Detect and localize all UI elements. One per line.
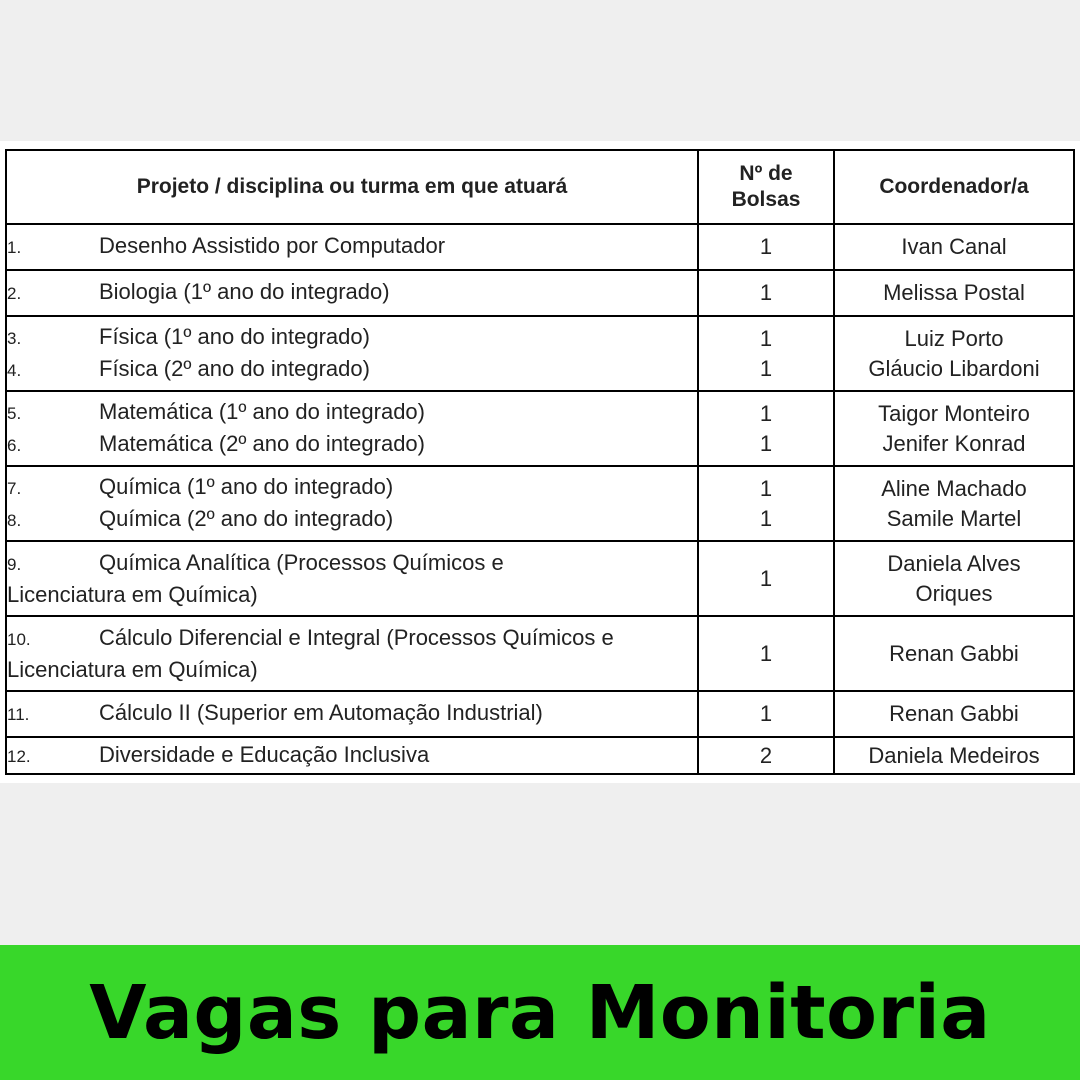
project-name: Física (1º ano do integrado): [99, 323, 370, 349]
item-number: 11.: [7, 705, 30, 724]
bolsas-cell: 1: [698, 541, 834, 616]
coordinator-cell: Daniela Medeiros: [834, 737, 1074, 774]
vacancies-table: [5, 149, 1075, 775]
project-cell: [6, 691, 698, 737]
coordinator-name: Luiz Porto: [904, 325, 1004, 351]
table-row: [6, 466, 1074, 541]
item-number: 3.: [7, 328, 22, 348]
project-name-line1: Química Analítica (Processos Químicos e: [99, 549, 504, 575]
project-name-line2: Licenciatura em Química): [7, 656, 258, 682]
bolsas-value: 1: [759, 325, 773, 351]
table-row: [6, 691, 1074, 737]
coordinator-name: Taigor Monteiro: [878, 400, 1030, 426]
project-name: Cálculo II (Superior em Automação Industrial): [99, 700, 543, 725]
project-name: Matemática (1º ano do integrado): [99, 398, 425, 424]
bolsas-value: 1: [759, 400, 773, 426]
coordinator-cell: Melissa Postal: [834, 270, 1074, 316]
project-cell: [6, 466, 698, 541]
table-row: [6, 224, 1074, 270]
project-cell: [6, 391, 698, 466]
item-number: 5.: [7, 403, 22, 423]
table-row: [6, 541, 1074, 616]
bolsas-cell: [698, 391, 834, 466]
project-name-line2: Licenciatura em Química): [7, 581, 258, 607]
coordinator-name: Aline Machado: [881, 475, 1027, 501]
title-banner: [0, 945, 1080, 1080]
item-number: 1.: [7, 238, 22, 257]
item-number: 7.: [7, 478, 22, 498]
table-header-row: [6, 150, 1074, 224]
bolsas-cell: 2: [698, 737, 834, 774]
coordinator-cell: Ivan Canal: [834, 224, 1074, 270]
item-number: 4.: [7, 360, 22, 380]
item-number: 9.: [7, 554, 22, 574]
project-cell: [6, 224, 698, 270]
item-number: 8.: [7, 510, 22, 530]
header-bolsas: [698, 150, 834, 224]
table-row: [6, 616, 1074, 691]
coordinator-name-line1: Daniela Alves: [887, 550, 1021, 576]
bolsas-cell: 1: [698, 616, 834, 691]
coordinator-name-line2: Oriques: [915, 580, 993, 606]
project-name: Química (2º ano do integrado): [99, 505, 394, 531]
header-coordinator: Coordenador/a: [834, 150, 1074, 224]
header-bolsas-line2: Bolsas: [731, 188, 801, 211]
bolsas-cell: [698, 316, 834, 391]
project-cell: [6, 616, 698, 691]
table-row: [6, 391, 1074, 466]
project-cell: [6, 541, 698, 616]
table-row: [6, 270, 1074, 316]
project-name: Física (2º ano do integrado): [99, 355, 370, 381]
item-number: 6.: [7, 435, 22, 455]
coordinator-cell: [834, 316, 1074, 391]
project-name: Diversidade e Educação Inclusiva: [99, 741, 430, 767]
bolsas-cell: 1: [698, 224, 834, 270]
bolsas-value: 1: [759, 475, 773, 501]
coordinator-cell: Renan Gabbi: [834, 691, 1074, 737]
banner-title: Vagas para Monitoria: [89, 969, 991, 1056]
project-name: Biologia (1º ano do integrado): [99, 279, 390, 304]
bolsas-value: 1: [759, 355, 773, 381]
item-number: 12.: [7, 746, 31, 766]
coordinator-name: Gláucio Libardoni: [868, 355, 1040, 381]
coordinator-cell: [834, 391, 1074, 466]
project-name: Química (1º ano do integrado): [99, 473, 394, 499]
project-cell: [6, 737, 698, 774]
coordinator-cell: [834, 466, 1074, 541]
bolsas-cell: [698, 466, 834, 541]
bolsas-cell: 1: [698, 691, 834, 737]
bolsas-value: 1: [759, 430, 773, 456]
project-name-line1: Cálculo Diferencial e Integral (Processos Químicos e: [99, 624, 614, 650]
project-cell: [6, 270, 698, 316]
item-number: 10.: [7, 629, 31, 649]
item-number: 2.: [7, 284, 22, 303]
coordinator-name: Samile Martel: [886, 505, 1022, 531]
table-row: [6, 316, 1074, 391]
coordinator-cell: [834, 541, 1074, 616]
project-name: Matemática (2º ano do integrado): [99, 430, 425, 456]
table-row: [6, 737, 1074, 774]
project-name: Desenho Assistido por Computador: [99, 233, 446, 258]
bolsas-value: 1: [759, 505, 773, 531]
project-cell: [6, 316, 698, 391]
header-project: Projeto / disciplina ou turma em que atuará: [6, 150, 698, 224]
header-bolsas-line1: Nº de: [739, 162, 793, 185]
coordinator-cell: Renan Gabbi: [834, 616, 1074, 691]
bolsas-cell: 1: [698, 270, 834, 316]
coordinator-name: Jenifer Konrad: [882, 430, 1026, 456]
